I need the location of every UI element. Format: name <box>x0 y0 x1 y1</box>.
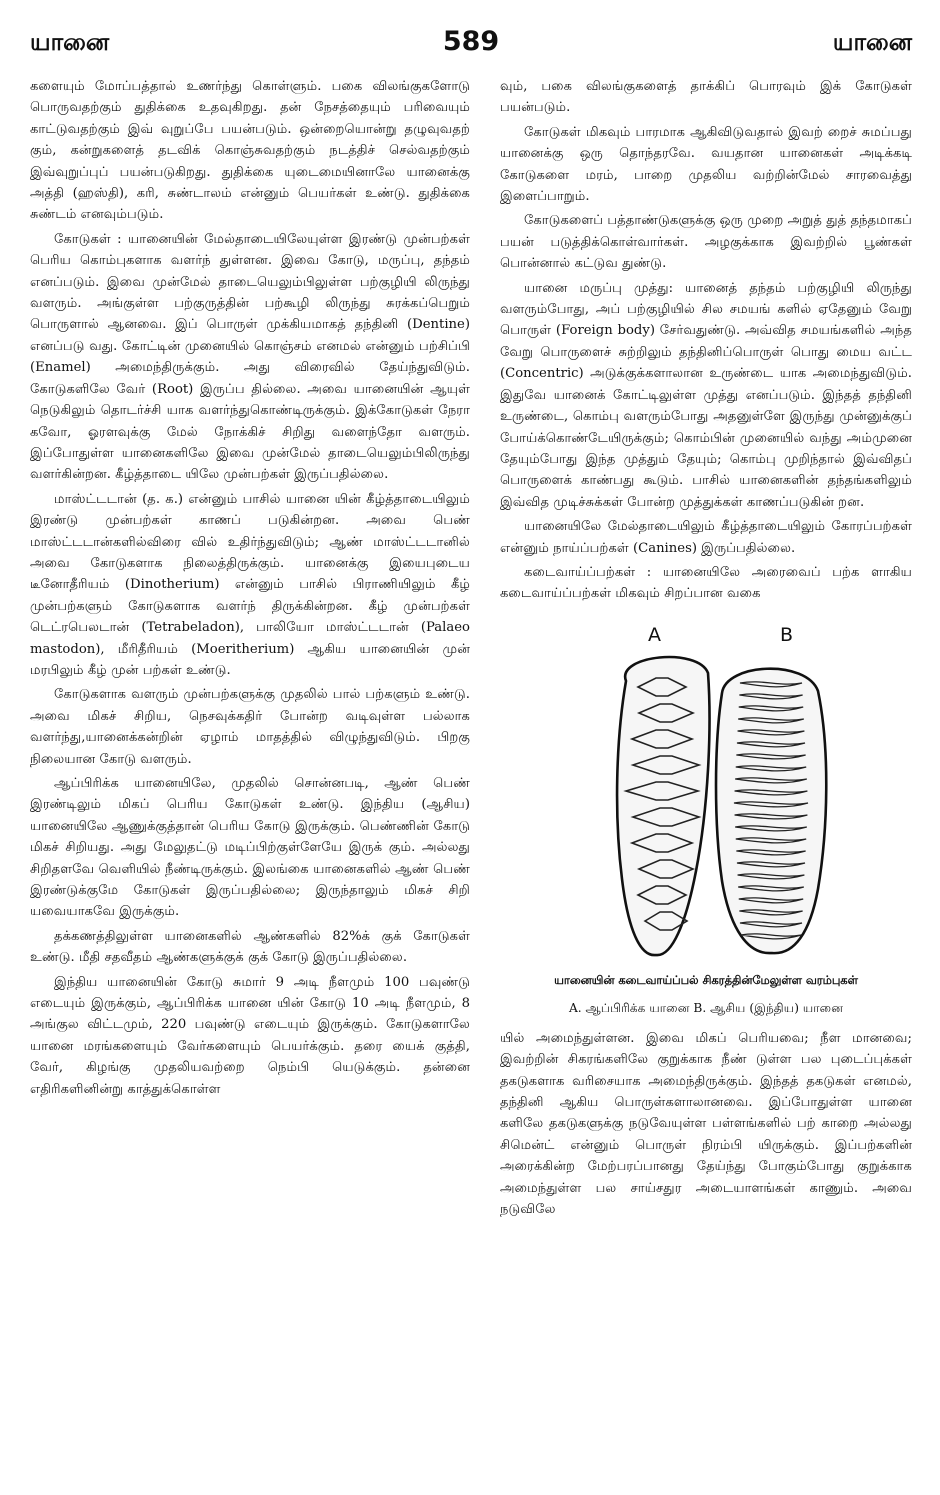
paragraph: யானையிலே மேல்தாடையிலும் கீழ்த்தாடையிலும் கோரப்பற்கள் என்னும் நாய்ப்பற்கள் (Canines) இருப்பதில்லை. <box>500 519 912 556</box>
paragraph: களையும் மோப்பத்தால் உணர்ந்து கொள்ளும். பகை விலங்குகளோடு பொருவதற்கும் துதிக்கை உதவுகிறது. தன் நேசத்தையும் பரிவையும் காட்டுவதற்கும் இவ் வுறுப்பே பயன்படும். ஒன்றையொன்று தழுவுவதற் கும், கன்றுகளைத் தடவிக் கொஞ்சுவதற்கும் நடத்திச் செல்வதற்கும் இவ்வுறுப்புப் பயன்படுகிறது. துதிக்கை யுடைமையினாலே யானைக்கு அத்தி (ஹஸ்தி), கரி, சுண்டாலம் என்னும் பெயர்கள் உண்டு. துதிக்கை சுண்டம் எனவும்படும். <box>30 79 470 223</box>
molar-figure <box>500 619 912 1018</box>
paragraph: இந்திய யானையின் கோடு சுமார் 9 அடி நீளமும் 100 பவுண்டு எடையும் இருக்கும், ஆப்பிரிக்க யானை யின் கோடு 10 அடி நீளமும், 8 அங்குல விட்டமும், 220 பவுண்டு எடையும் இருக்கும். கோடுகளாலே யானை மரங்களையும் வேர்களையும் பெயர்க்கும். தரை யைக் குத்தி, வேர், கிழங்கு முதலியவற்றை நெம்பி யெடுக்கும். தன்னை எதிரிகளினின்று காத்துக்கொள்ள <box>30 974 470 1097</box>
paragraph: மாஸ்ட்டடான் (த. க.) என்னும் பாசில் யானை யின் கீழ்த்தாடையிலும் இரண்டு முன்பற்கள் காணப் படுகின்றன. அவை பெண் மாஸ்ட்டடான்களில்விரை வில் உதிர்ந்துவிடும்; ஆண் மாஸ்ட்டடானில் அவை கோடுகளாக நிலைத்திருக்கும். யானைக்கு இயைபுடைய டீனோதீரியம் (Dinotherium) என்னும் பாசில் பிராணியிலும் கீழ் முன்பற்களும் கோடுகளாக வளர்ந் திருக்கின்றன. கீழ் முன்பற்கள் டெட்ரபெலடான் (Tetrabeladon), பாலியோ மாஸ்ட்டடான் (Palaeo mastodon), மீரிதீரியம் (Moeritherium) ஆகிய யானையின் முன் மரபிலும் கீழ் முன் பற்கள் உண்டு. <box>30 491 470 678</box>
molar-illustration <box>556 619 856 967</box>
running-title-right: யானை <box>832 28 912 56</box>
figure-subcaption: A. ஆப்பிரிக்க யானை B. ஆசிய (இந்திய) யானை <box>568 1000 844 1015</box>
figure-label-b: B <box>780 623 794 646</box>
paragraph: வும், பகை விலங்குகளைத் தாக்கிப் பொரவும் இக் கோடுகள் பயன்படும். <box>500 79 912 116</box>
paragraph: ஆப்பிரிக்க யானையிலே, முதலில் சொன்னபடி, ஆண் பெண் இரண்டிலும் மிகப் பெரிய கோடுகள் உண்டு. இந்திய (ஆசிய) யானையிலே ஆணுக்குத்தான் பெரிய கோடு இருக்கும். பெண்ணின் கோடு மிகச் சிறியது. அது மேலுதட்டு மடிப்பிற்குள்ளேயே இருக் கும். அல்லது சிறிதளவே வெளியில் நீண்டிருக்கும். இலங்கை யானைகளில் ஆண் பெண் இரண்டுக்குமே கோடுகள் இருப்பதில்லை; இருந்தாலும் மிகச் சிறி யவையாகவே இருக்கும். <box>30 776 470 920</box>
running-head <box>30 26 912 66</box>
paragraph: கடைவாய்ப்பற்கள் : யானையிலே அரைவைப் பற்க ளாகிய கடைவாய்ப்பற்கள் மிகவும் சிறப்பான வகை <box>500 564 912 602</box>
paragraph: கோடுகளைப் பத்தாண்டுகளுக்கு ஒரு முறை அறுத் துத் தந்தமாகப் பயன் படுத்திக்கொள்வார்கள். அழகுக்காக இவற்றில் பூண்கள் பொன்னால் கட்டுவ துண்டு. <box>500 213 912 272</box>
paragraph: தக்கணத்திலுள்ள யானைகளில் ஆண்களில் 82%க் குக் கோடுகள் உண்டு. மீதி சதவீதம் ஆண்களுக்குக் குக் கோடு இருப்பதில்லை. <box>30 928 470 966</box>
african-molar-drawing <box>617 657 709 955</box>
figure-label-a: A <box>648 623 661 646</box>
paragraph: யானை மருப்பு முத்து: யானைத் தந்தம் பற்குழியி லிருந்து வளரும்போது, அப் பற்குழியில் சில சமயங் களில் ஏதேனும் வேறு பொருள் (Foreign body) சேர்வதுண்டு. அவ்வித சமயங்களில் அந்த வேறு பொருளைச் சுற்றிலும் தந்தினிப்பொருள் பொது மைய வட்ட (Concentric) அடுக்குக்களாலான உருண்டை யாக அமைந்துவிடும். இதுவே யானைக் கோட்டிலுள்ள முத்து எனப்படும். இந்தத் தந்தினி உருண்டை, கொம்பு வளரும்போது அதனுள்ளே இருந்து முன்னுக்குப் போய்க்கொண்டேயிருக்கும்; கொம்பின் முனையில் வந்து அம்முனை தேயும்போது இந்த முத்தும் தேயும்; கொம்பு முறிந்தால் இவ்விதப் பொருளைக் காண்பது கூடும். பாசில் யானைகளின் தந்தங்களிலும் இவ்வித முடிச்சுக்கள் போன்ற முத்துக்கள் காணப்படுகின் றன. <box>500 280 912 510</box>
running-title-left: யானை <box>30 28 110 56</box>
figure-caption: யானையின் கடைவாய்ப்பல் சிகரத்தின்மேலுள்ள வரம்புகள் <box>554 972 858 987</box>
asian-molar-drawing <box>716 668 826 952</box>
right-column <box>500 76 912 1223</box>
left-column <box>30 76 470 1103</box>
paragraph: கோடுகள் மிகவும் பாரமாக ஆகிவிடுவதால் இவற் றைச் சுமப்பது யானைக்கு ஒரு தொந்தரவே. வயதான யானைகள் அடிக்கடி கோடுகளை மரம், பாறை முதலிய வற்றின்மேல் சாரவைத்து இளைப்பாறும். <box>500 124 912 205</box>
page-number: 589 <box>442 26 500 57</box>
paragraph: கோடுகளாக வளரும் முன்பற்களுக்கு முதலில் பால் பற்களும் உண்டு. அவை மிகச் சிறிய, நெசவுக்கதிர் போன்ற வடிவுள்ள பல்லாக வளர்ந்து,யானைக்கன்றின் ஏழாம் மாதத்தில் விழுந்துவிடும். பிறகு நிலையான கோடு வளரும். <box>30 687 470 767</box>
paragraph: கோடுகள் : யானையின் மேல்தாடையிலேயுள்ள இரண்டு முன்பற்கள் பெரிய கொம்புகளாக வளர்ந் துள்ளன. இவை கோடு, மருப்பு, தந்தம் எனப்படும். இவை முன்மேல் தாடையெலும்பிலுள்ள பற்குழியி லிருந்து வளரும். அங்குள்ள பற்குருத்தின் பற்கூழி லிருந்து சுரக்கப்பெறும் பொருளால் ஆனவை. இப் பொருள் முக்கியமாகத் தந்தினி (Dentine) எனப்படு வது. கோட்டின் முனையில் கொஞ்சம் எனமல் என்னும் பற்சிப்பி (Enamel) அமைந்திருக்கும். அது விரைவில் தேய்ந்துவிடும். கோடுகளிலே வேர் (Root) இருப்ப தில்லை. அவை யானையின் ஆயுள் நெடுகிலும் தொடர்ச்சி யாக வளர்ந்துகொண்டிருக்கும். இக்கோடுகள் நேரா கவோ, ஓரளவுக்கு மேல் நோக்கிச் சிறிது வளைந்தோ வளரும். இப்போதுள்ள யானைகளிலே இவை முன்மேல் தாடையெலும்பிலிருந்து வளர்கின்றன. கீழ்த்தாடை யிலே முன்பற்கள் இருப்பதில்லை. <box>30 231 470 483</box>
paragraph: யில் அமைந்துள்ளன. இவை மிகப் பெரியவை; நீள மானவை; இவற்றின் சிகரங்களிலே குறுக்காக நீண் டுள்ள பல புடைப்புக்கள் தகடுகளாக வரிசையாக அமைந்திருக்கும். இந்தத் தகடுகள் எனமல், தந்தினி ஆகிய பொருள்களாலானவை. இப்போதுள்ள யானை களிலே தகடுகளுக்கு நடுவேயுள்ள பள்ளங்களில் பற் காறை அல்லது சிமென்ட் என்னும் பொருள் நிரம்பி யிருக்கும். இப்பற்களின் அரைக்கின்ற மேற்பரப்பானது தேய்ந்து போகும்போது குறுக்காக அமைந்துள்ள பல சாய்சதுர அடையாளங்கள் காணும். அவை நடுவிலே <box>500 1030 912 1217</box>
